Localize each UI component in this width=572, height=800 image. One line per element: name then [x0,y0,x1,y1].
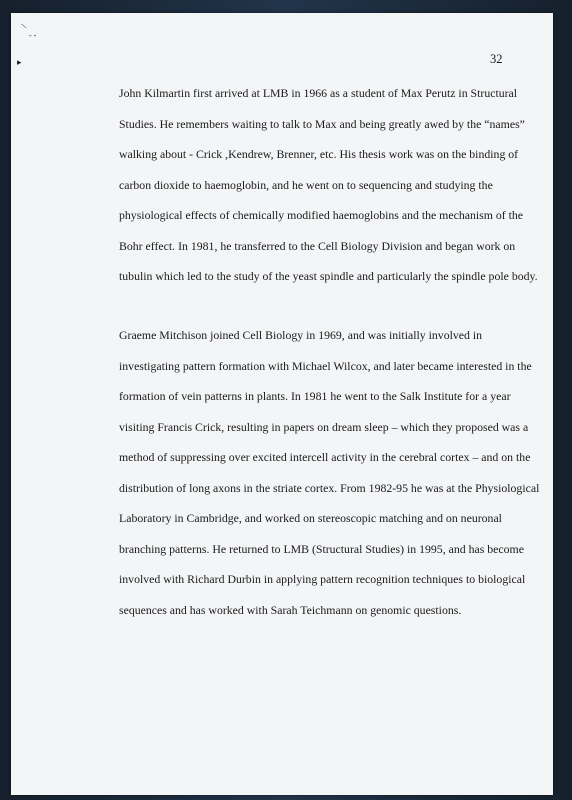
text-line: involved with Richard Durbin in applying pattern recognition techniques to biological [119,572,526,586]
text-line: tubulin which led to the study of the yeast spindle and particularly the spindle pole body. [119,269,538,283]
text-line: walking about - Crick ,Kendrew, Brenner, etc. His thesis work was on the binding of [119,147,519,161]
text-line: distribution of long axons in the striate cortex. From 1982-95 he was at the Physiological [119,480,540,495]
text-line: visiting Francis Crick, resulting in papers on dream sleep – which they proposed was a [119,419,529,434]
text-line: investigating pattern formation with Michael Wilcox, and later became interested in the [119,358,532,373]
margin-mark: ▸ [17,57,22,67]
text-line: Studies. He remembers waiting to talk to Max and being greatly awed by the “names” [119,116,525,131]
text-line: carbon dioxide to haemoglobin, and he went on to sequencing and studying the [119,177,493,192]
margin-mark: \ [20,21,28,32]
text-line: branching patterns. He returned to LMB (Structural Studies) in 1995, and has become [119,541,524,556]
page-number: 32 [490,52,503,66]
paragraph-mitchison [119,320,539,625]
text-line: method of suppressing over excited intercell activity in the cerebral cortex – and on the [119,450,531,464]
text-line: John Kilmartin first arrived at LMB in 1966 as a student of Max Perutz in Structural [119,86,518,100]
text-line: formation of vein patterns in plants. In 1981 he went to the Salk Institute for a year [119,389,511,403]
text-line: Graeme Mitchison joined Cell Biology in 1969, and was initially involved in [119,328,483,342]
text-line: Laboratory in Cambridge, and worked on stereoscopic matching and on neuronal [119,511,502,525]
margin-mark: - - [29,31,37,40]
paragraph-kilmartin [119,78,539,292]
text-line: Bohr effect. In 1981, he transferred to the Cell Biology Division and began work on [119,238,516,253]
text-line: physiological effects of chemically modified haemoglobins and the mechanism of the [119,208,524,222]
text-line: sequences and has worked with Sarah Teichmann on genomic questions. [119,602,462,617]
